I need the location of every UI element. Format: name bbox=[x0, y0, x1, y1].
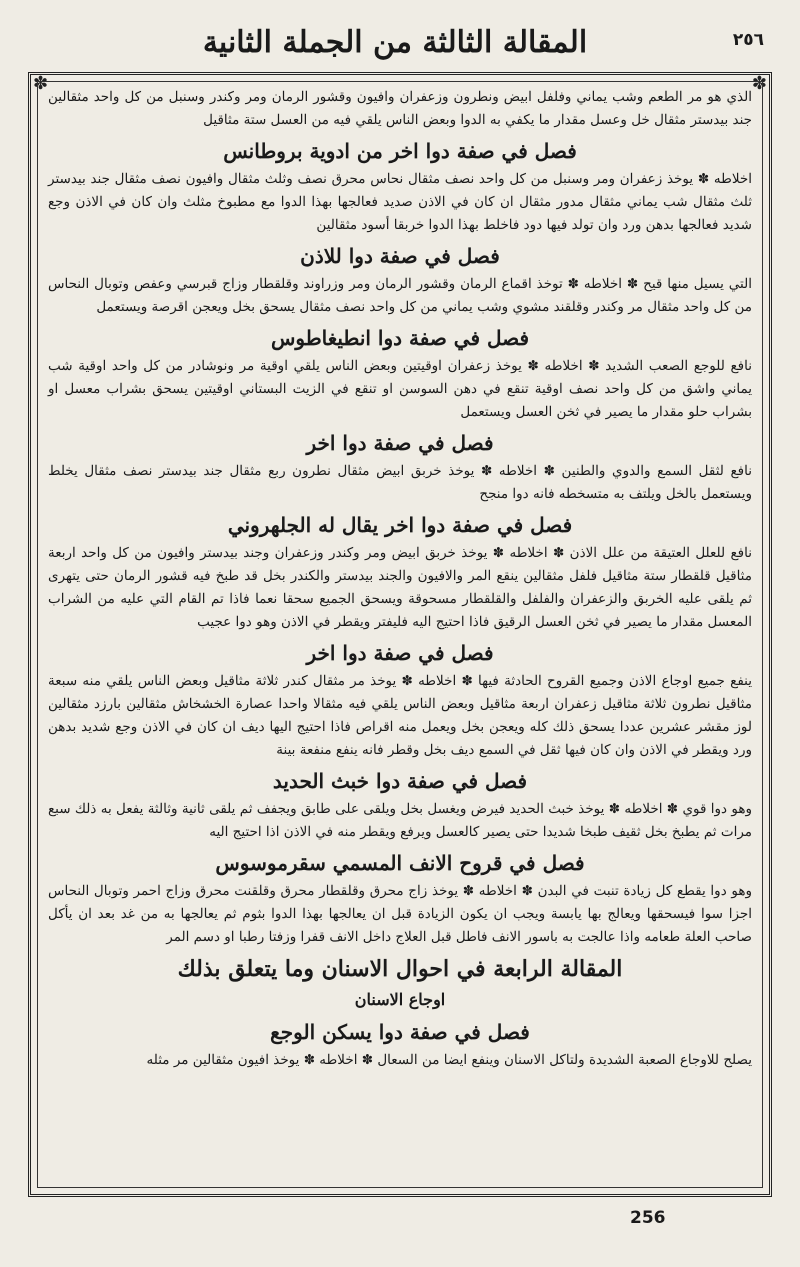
section-heading: فصل في قروح الانف المسمي سقرموسوس bbox=[215, 851, 585, 875]
section-paragraph: التي يسيل منها قيح ✽ اخلاطه ✽ توخذ اقماع الرمان وقشور الرمان ومر وزراوند وقلقطار وزاج قبرسي وعفص وتوبال النحاس من كل واحد مثقال مر وكندر وقلقند مشوي وشب يماني من كل واحد نصف مثقال يسحق بخل ويعجن اقرصة ويستعمل bbox=[48, 276, 752, 315]
running-head: المقالة الثالثة من الجملة الثانية bbox=[202, 24, 588, 60]
sub-heading: اوجاع الاسنان bbox=[354, 990, 446, 1009]
ornament-icon: ✽ bbox=[33, 73, 49, 94]
section-paragraph: اخلاطه ✽ يوخذ زعفران ومر وسنبل من كل واحد نصف مثقال نحاس محرق نصف وثلث مثقال وافيون نصف مثقال جند بيدستر ثلث مثقال شب يماني مثقال مدور مثقال ان كان في الاذن صديد فعالجها بهذا الدوا مع مطبوخ مثلث وان كان في الاذن وجع شديد فعالجها بدهن ورد وان تولد فيها دود فاخلط بهذا الدوا خربقا أسود مثقالين bbox=[48, 171, 752, 233]
section-heading: فصل في صفة دوا اخر يقال له الجلهروني bbox=[227, 513, 573, 537]
section-paragraph: ينفع جميع اوجاع الاذن وجميع القروح الحادثة فيها ✽ اخلاطه ✽ يوخذ مر مثقال كندر ثلاثة مثاقيل وبعض الناس يلقي منه سبعة مثاقيل نطرون ثلاثة مثاقيل زعفران اربعة مثاقيل وبعض الناس يلقي فيه مثقالا واحدا عصارة الخشخاش مثقالين بارزد مثقالين لوز مقشر عشرين عددا يسحق ذلك كله ويعجن بخل ويعمل منه اقراص فاذا احتيج اليها ديف ان كان في الاذن وجع شديد بدهن ورد ويقطر في الاذن وان كان فيها ثقل في السمع ديف بخل وقطر فانه ينفع منفعة بينة bbox=[48, 673, 752, 758]
chapter-heading: المقالة الرابعة في احوال الاسنان وما يتعلق بذلك bbox=[177, 956, 623, 982]
section-paragraph: نافع للعلل العتيقة من علل الاذن ✽ اخلاطه ✽ يوخذ خربق ابيض ومر وكندر وزعفران وجند بيدستر وافيون من كل واحد اربعة مثاقيل قلقطار ستة مثاقيل فلفل مثقالين ينقع المر والافيون والجند بيدستر والكندر بخل قد طبخ فيه قشور الرمان حتى يتهرى ثم يلقى عليه الخربق والزعفران والفلفل والقلقطار مسحوقة ويسحق الجميع سحقا نعما فاذا تم القام التي عليه من الشراب المعسل مقدار ما يصير في ثخن العسل الرقيق فاذا احتيج اليه فليفتر ويقطر في الاذن وهو دوا عجيب bbox=[48, 545, 752, 630]
section-paragraph: نافع لثقل السمع والدوي والطنين ✽ اخلاطه ✽ يوخذ خربق ابيض مثقال نطرون ربع مثقال جند بيدستر نصف مثقال يخلط ويستعمل بالخل ويلتف به متسخطه فانه دوا منجح bbox=[48, 463, 752, 502]
section-paragraph: نافع للوجع الصعب الشديد ✽ اخلاطه ✽ يوخذ زعفران اوقيتين وبعض الناس يلقي اوقية مر ونوشادر من كل واحد اوقية شب يماني واشق من كل واحد نصف اوقية تنقع في دهن السوسن او تنقع في الزيت البستاني اوقيتين يسحق بشراب معسل او بشراب حلو مقدار ما يصير في ثخن العسل ويستعمل bbox=[48, 358, 752, 420]
section-heading: فصل في صفة دوا خبث الحديد bbox=[272, 769, 528, 793]
page-header bbox=[30, 12, 760, 72]
text-block bbox=[37, 81, 763, 1188]
section-paragraph: وهو دوا يقطع كل زيادة تنبت في البدن ✽ اخلاطه ✽ يوخذ زاج محرق وقلقطار محرق وقلقنت محرق وزاج احمر وتوبال النحاس اجزا سوا فيسحقها ويعالج بها يابسة ويجب ان يكون الزيادة قبل ان يعالجها بهذا الدوا بثوم ثم يعالجها به من غد بعد ان يأكل صاحب العلة طعامه واذا عالجت به باسور الانف فاطل قبل العلاج داخل الانف قفرا وزفتا رطبا او دسم المر bbox=[48, 883, 752, 945]
section-heading: فصل في صفة دوا انطيغاطوس bbox=[270, 326, 530, 350]
section-paragraph: وهو دوا قوي ✽ اخلاطه ✽ يوخذ خبث الحديد فيرض ويغسل بخل ويلقى على طابق ويجفف ثم يلقى ثانية وثالثة يفعل به ذلك سبع مرات ثم يطبخ بخل ثقيف طبخا شديدا حتى يصير كالعسل ويرفع ويقطر منه في الاذن اذا احتيج اليه bbox=[48, 801, 752, 840]
ornament-icon: ✽ bbox=[751, 73, 767, 94]
section-heading: فصل في صفة دوا اخر bbox=[306, 431, 494, 455]
text-frame bbox=[28, 72, 772, 1197]
page-number-top: ٢٥٦ bbox=[732, 30, 764, 50]
section-heading: فصل في صفة دوا للاذن bbox=[300, 244, 500, 268]
section-heading: فصل في صفة دوا اخر bbox=[306, 641, 494, 665]
section-heading: فصل في صفة دوا اخر من ادوية بروطانس bbox=[223, 139, 577, 163]
intro-paragraph: الذي هو مر الطعم وشب يماني وفلفل ابيض ونطرون وزعفران وافيون وقشور الرمان ومر وكندر وسنبل من كل واحد مثقالين جند بيدستر مثقال خل وعسل مقدار ما يكفي به الدوا وبعض الناس يلقي فيه من العسل ستة مثاقيل bbox=[48, 89, 752, 128]
section-heading: فصل في صفة دوا يسكن الوجع bbox=[270, 1020, 530, 1044]
section-paragraph: يصلح للاوجاع الصعبة الشديدة ولتاكل الاسنان وينفع ايضا من السعال ✽ اخلاطه ✽ يوخذ افيون مثقالين مر مثله bbox=[146, 1052, 752, 1068]
page-number-bottom: 256 bbox=[630, 1208, 666, 1228]
